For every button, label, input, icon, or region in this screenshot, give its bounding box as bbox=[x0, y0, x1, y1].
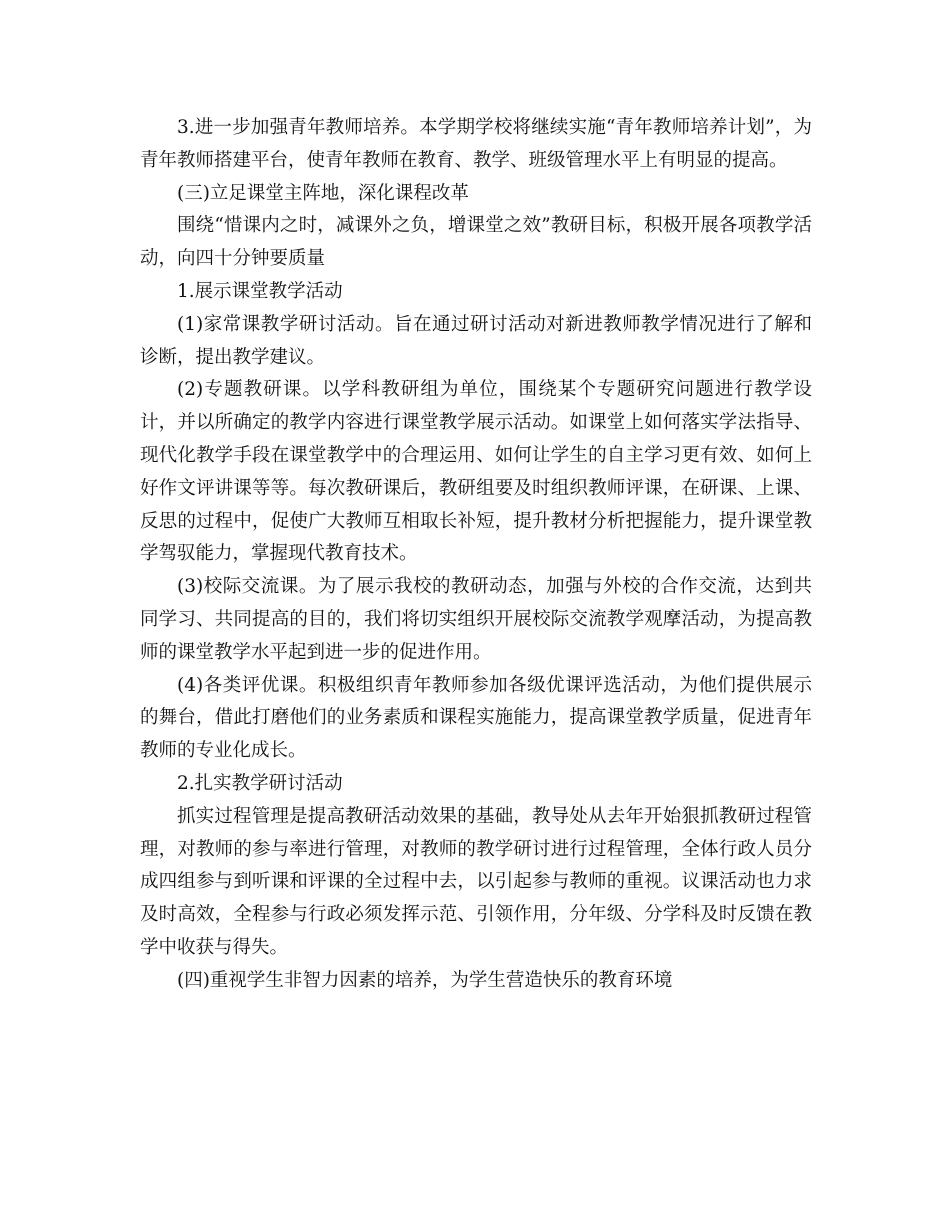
paragraph-research-goal: 围绕“惜课内之时，减课外之负，增课堂之效”教研目标，积极开展各项教学活动，向四十分钟要质量 bbox=[140, 215, 812, 270]
paragraph-competition-lessons: (4)各类评优课。积极组织青年教师参加各级优课评选活动，为他们提供展示的舞台，借此打磨他们的业务素质和课程实施能力，提高课堂教学质量，促进青年教师的专业化成长。 bbox=[140, 674, 812, 762]
paragraph-process-management: 抓实过程管理是提高教研活动效果的基础，教导处从去年开始狠抓教研过程管理，对教师的参与率进行管理，对教师的教学研讨进行过程管理，全体行政人员分成四组参与到听课和评课的全过程中去，以引起参与教师的重视。议课活动也力求及时高效，全程参与行政必须发挥示范、引领作用，分年级、分学科及时反馈在教学中收获与得失。 bbox=[140, 805, 812, 958]
paragraph-everyday-lessons: (1)家常课教学研讨活动。旨在通过研讨活动对新进教师教学情况进行了解和诊断，提出教学建议。 bbox=[140, 313, 812, 368]
section-heading-classroom: (三)立足课堂主阵地，深化课程改革 bbox=[177, 182, 469, 204]
paragraph-teacher-training: 3.进一步加强青年教师培养。本学期学校将继续实施“青年教师培养计划”，为青年教师搭建平台，使青年教师在教育、教学、班级管理水平上有明显的提高。 bbox=[140, 117, 812, 171]
section-heading-non-intellectual: (四)重视学生非智力因素的培养，为学生营造快乐的教育环境 bbox=[177, 969, 673, 991]
subheading-research-activities: 2.扎实教学研讨活动 bbox=[177, 772, 343, 794]
subheading-showcase-activities: 1.展示课堂教学活动 bbox=[177, 280, 343, 302]
paragraph-topic-lessons: (2)专题教研课。以学科教研组为单位，围绕某个专题研究问题进行教学设计，并以所确定的教学内容进行课堂教学展示活动。如课堂上如何落实学法指导、现代化教学手段在课堂教学中的合理运用、如何让学生的自主学习更有效、如何上好作文评讲课等等。每次教研课后，教研组要及时组织教师评课，在研课、上课、反思的过程中，促使广大教师互相取长补短，提升教材分析把握能力，提升课堂教学驾驭能力，掌握现代教育技术。 bbox=[140, 379, 812, 565]
document-body bbox=[140, 112, 812, 998]
paragraph-exchange-lessons: (3)校际交流课。为了展示我校的教研动态，加强与外校的合作交流，达到共同学习、共同提高的目的，我们将切实组织开展校际交流教学观摩活动，为提高教师的课堂教学水平起到进一步的促进作用。 bbox=[140, 576, 812, 663]
